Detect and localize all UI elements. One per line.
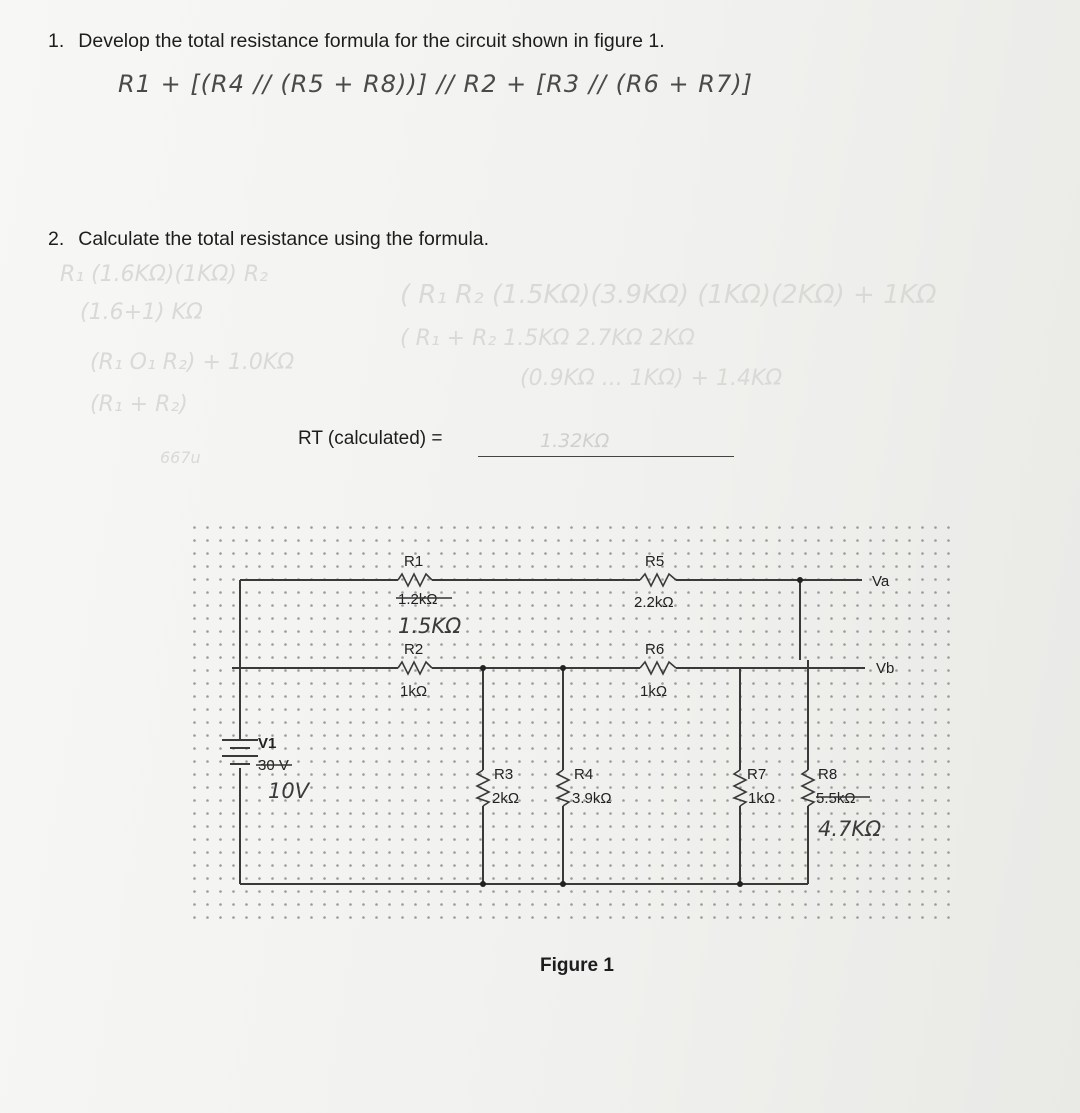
ghost-scribble: ( R₁ + R₂ 1.5KΩ 2.7KΩ 2KΩ [400,326,695,351]
rt-label: RT (calculated) = [298,428,443,449]
v1-label: V1 [258,735,277,752]
r1-value: 1.2kΩ [398,591,438,608]
r6-value: 1kΩ [640,683,668,700]
r2-label: R2 [404,641,424,658]
r8-value: 5.5kΩ [816,790,856,807]
r6-label: R6 [645,641,665,658]
r3-label: R3 [494,766,514,783]
junction-dot [797,577,803,583]
figure-caption: Figure 1 [540,955,614,976]
va-node-label: Va [872,573,890,590]
handwritten-formula: R1 + [(R4 // (R5 + R8))] // R2 + [R3 // (R6 + R7)] [118,70,753,98]
r5-label: R5 [645,553,665,570]
r4-label: R4 [574,766,594,783]
r7-value: 1kΩ [748,790,776,807]
r1-label: R1 [404,553,424,570]
junction-dot [737,881,743,887]
question-1-number: 1. [48,30,65,52]
r8-hand-value: 4.7KΩ [818,817,882,841]
junction-dot [480,881,486,887]
ghost-scribble: (1.6+1) KΩ [80,300,203,325]
v1-hand-value: 10V [268,779,310,803]
question-1-text: Develop the total resistance formula for the circuit shown in figure 1. [78,30,665,52]
ghost-scribble: ( R₁ R₂ (1.5KΩ)(3.9KΩ) (1KΩ)(2KΩ) + 1KΩ [400,280,937,310]
question-2-text: Calculate the total resistance using the formula. [78,228,490,250]
ghost-scribble: (R₁ + R₂) [90,392,188,417]
r5-value: 2.2kΩ [634,594,674,611]
rt-value: 1.32KΩ [540,430,610,452]
r7-label: R7 [747,766,767,783]
question-2-number: 2. [48,228,65,250]
vb-node-label: Vb [876,660,895,677]
r3-value: 2kΩ [492,790,520,807]
ghost-scribble: (R₁ O₁ R₂) + 1.0KΩ [90,350,295,375]
junction-dot [560,881,566,887]
junction-dot [560,665,566,671]
r4-value: 3.9kΩ [572,790,612,807]
junction-dot [480,665,486,671]
ghost-scribble: R₁ (1.6KΩ)(1KΩ) R₂ [60,262,268,287]
dot-grid [193,526,955,926]
v1-value: 30 V [258,757,289,774]
r2-value: 1kΩ [400,683,428,700]
ghost-scribble: 667u [160,448,201,467]
r8-label: R8 [818,766,838,783]
ghost-scribble: (0.9KΩ ... 1KΩ) + 1.4KΩ [520,366,783,391]
r1-hand-value: 1.5KΩ [398,614,462,638]
